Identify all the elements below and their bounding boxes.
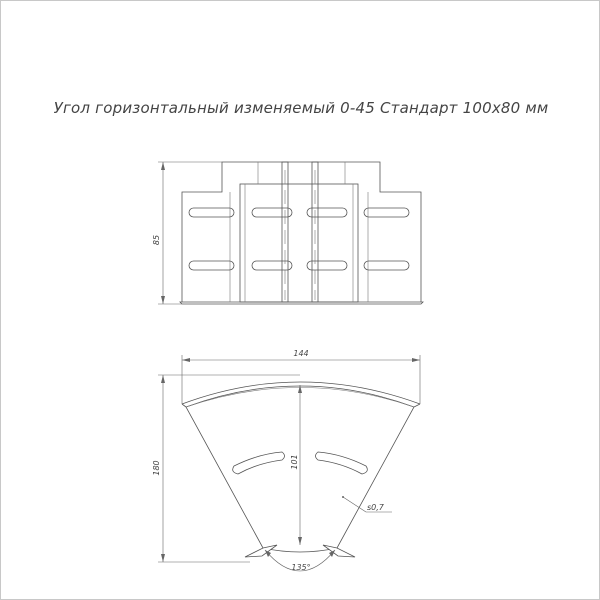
dimension-side-height: 85 — [152, 234, 161, 246]
side-view-slot — [307, 208, 347, 217]
dimension-arrow — [298, 537, 302, 545]
side-view-outline — [182, 162, 421, 302]
leader-line — [343, 497, 366, 512]
top-view-bottom-flange-right — [323, 545, 355, 557]
top-view-bottom-flange-left — [245, 545, 277, 557]
dimension-arrow — [182, 358, 190, 362]
side-view-slot — [364, 208, 409, 217]
dimension-angle: 135° — [291, 563, 311, 572]
side-view — [152, 162, 423, 304]
side-view-slot — [252, 208, 292, 217]
side-view-slot — [364, 261, 409, 270]
top-view-slot-left — [233, 452, 285, 474]
dimension-arrow — [161, 162, 165, 170]
dimension-arrow — [161, 375, 165, 383]
top-view-slot-right — [316, 452, 368, 474]
dimension-arrow — [161, 554, 165, 562]
dimension-total-height: 180 — [152, 460, 161, 476]
side-view-slot — [252, 261, 292, 270]
top-view-rim-end — [182, 404, 186, 407]
top-view-rim-end — [414, 404, 420, 407]
top-view — [152, 349, 420, 572]
dimension-inner-height: 101 — [290, 454, 299, 470]
dimension-width: 144 — [293, 349, 309, 358]
side-view-slot — [189, 261, 234, 270]
side-view-center-panel — [240, 184, 358, 302]
side-view-slot — [189, 208, 234, 217]
dimension-arrow — [161, 296, 165, 304]
drawing-title: Угол горизонтальный изменяемый 0-45 Стандарт 100х80 мм — [53, 99, 549, 117]
dimension-arrow — [412, 358, 420, 362]
dimension-thickness: s0,7 — [367, 503, 384, 512]
side-view-slot — [307, 261, 347, 270]
